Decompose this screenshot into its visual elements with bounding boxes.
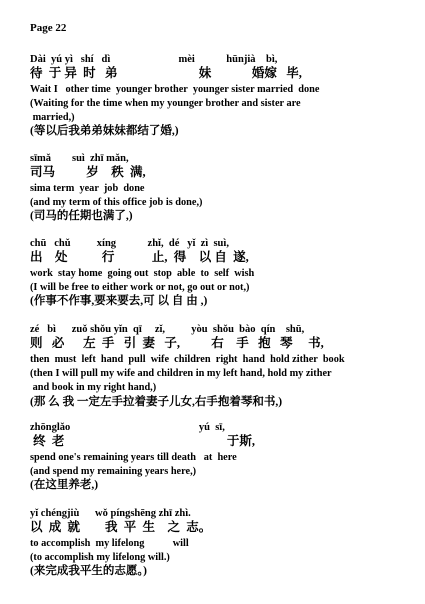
gloss-line: sima term year job done: [30, 183, 145, 194]
chinese-translation-line: (那 么 我 一定左手拉着妻子儿女,右手抱着琴和书,): [30, 396, 283, 408]
gloss-line: work stay home going out stop able to self wish: [30, 268, 255, 279]
hanzi-line: 司马 岁 秩 满,: [30, 165, 146, 179]
chinese-translation-line: (等以后我弟弟妹妹都结了婚,): [30, 125, 179, 137]
pinyin-line: sīmǎ suì zhī mǎn,: [30, 153, 129, 164]
translation-line: (Waiting for the time when my younger brother and sister are: [30, 98, 301, 109]
translation-line: and book in my right hand,): [30, 382, 157, 393]
gloss-line: spend one's remaining years till death at here: [30, 452, 237, 463]
pinyin-line: yǐ chéngjiù wǒ píngshēng zhī zhì.: [30, 508, 191, 519]
translation-line: (then I will pull my wife and children in my left hand, hold my zither: [30, 368, 332, 379]
hanzi-line: 则 必 左 手 引 妻 子, 右 手 抱 琴 书,: [30, 336, 324, 350]
pinyin-line: zhōnglǎo yú sī,: [30, 422, 225, 433]
hanzi-line: 以 成 就 我 平 生 之 志。: [30, 520, 212, 534]
hanzi-line: 出 处 行 止, 得 以 自 遂,: [30, 250, 249, 264]
translation-line: (to accomplish my lifelong will.): [30, 552, 170, 563]
gloss-line: then must left hand pull wife children right hand hold zither book: [30, 354, 345, 365]
chinese-translation-line: (来完成我平生的志愿。): [30, 565, 147, 577]
gloss-line: Wait I other time younger brother younger sister married done: [30, 84, 320, 95]
hanzi-line: 待 于 异 时 弟 妹 婚嫁 毕,: [30, 66, 302, 80]
chinese-translation-line: (司马的任期也满了,): [30, 210, 133, 222]
pinyin-line: zé bì zuǒ shǒu yǐn qī zǐ, yòu shǒu bào qín shū,: [30, 324, 305, 335]
hanzi-line: 终 老 于斯,: [30, 434, 256, 448]
translation-line: (I will be free to either work or not, go out or not,): [30, 282, 250, 293]
pinyin-line: chū chǔ xíng zhǐ, dé yǐ zì suì,: [30, 238, 229, 249]
pinyin-line: Dài yú yì shí dì mèi hūnjià bì,: [30, 54, 278, 65]
chinese-translation-line: (作事不作事,要来要去,可 以 自 由 ,): [30, 295, 208, 307]
gloss-line: to accomplish my lifelong will: [30, 538, 189, 549]
chinese-translation-line: (在这里养老,): [30, 479, 99, 491]
page-label: Page 22: [30, 22, 67, 34]
translation-line: (and spend my remaining years here,): [30, 466, 197, 477]
translation-line: married,): [30, 112, 75, 123]
translation-line: (and my term of this office job is done,): [30, 197, 203, 208]
